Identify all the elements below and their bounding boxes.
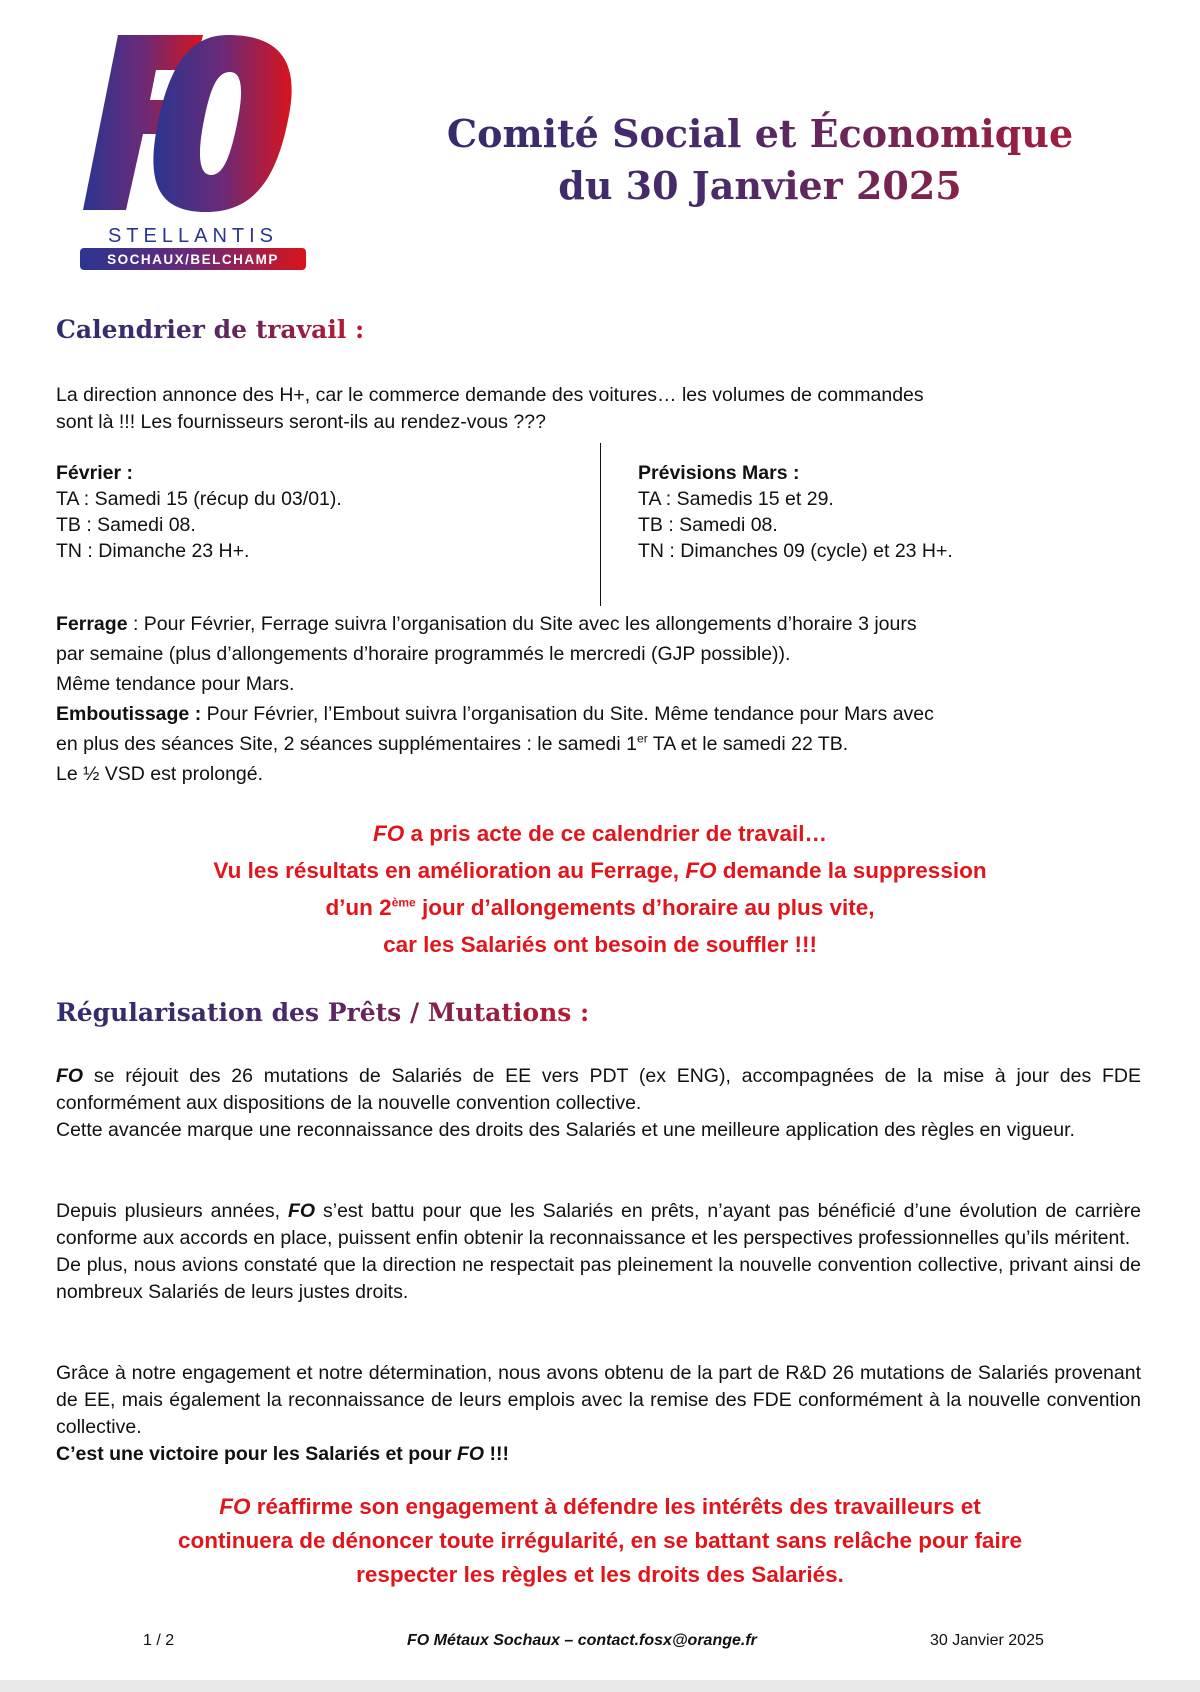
- fevrier-tb: TB : Samedi 08.: [56, 514, 196, 536]
- mars-tn: TN : Dimanches 09 (cycle) et 23 H+.: [638, 540, 953, 562]
- section-heading-regularisation: Régularisation des Prêts / Mutations :: [56, 998, 590, 1027]
- mars-ta: TA : Samedis 15 et 29.: [638, 488, 834, 510]
- footer-contact: FO Métaux Sochaux – contact.fosx@orange.fr: [407, 1632, 757, 1649]
- title-line-2: du 30 Janvier 2025: [330, 160, 1190, 212]
- bottom-edge: [0, 1680, 1200, 1692]
- column-divider: [600, 443, 601, 606]
- mars-title: Prévisions Mars :: [638, 462, 800, 484]
- fevrier-ta: TA : Samedi 15 (récup du 03/01).: [56, 488, 342, 510]
- footer-date: 30 Janvier 2025: [930, 1632, 1044, 1649]
- regularisation-paragraph-2: Depuis plusieurs années, FO s’est battu pour que les Salariés en prêts, n’ayant pas bénéficié d’une évolution de carrière conforme aux accords en place, puissent enfin obtenir la reconnaissance et les perspectives professionnelles qu’ils méritent. De plus, nous avions constaté que la direction ne respectait pas pleinement la nouvelle convention collective, privant ainsi de nombreux Salariés de leurs justes droits.: [56, 1200, 1141, 1303]
- calendrier-intro: La direction annonce des H+, car le commerce demande des voitures… les volumes de commandes sont là !!! Les fournisseurs seront-ils au rendez-vous ???: [56, 384, 924, 433]
- regularisation-paragraph-1: FO se réjouit des 26 mutations de Salariés de EE vers PDT (ex ENG), accompagnées de la mise à jour des FDE conformément aux dispositions de la nouvelle convention collective. Cette avancée marque une reconnaissance des droits des Salariés et une meilleure application des règles en vigueur.: [56, 1065, 1141, 1141]
- mars-tb: TB : Samedi 08.: [638, 514, 778, 536]
- footer-page-number: 1 / 2: [143, 1632, 175, 1649]
- callout-engagement: FO réaffirme son engagement à défendre les intérêts des travailleurs et continuera de dénoncer toute irrégularité, en se battant sans relâche pour faire respecter les règles et les droits des Salariés.: [178, 1494, 1022, 1587]
- callout-calendrier: FO a pris acte de ce calendrier de travail… Vu les résultats en amélioration au Ferrage, FO demande la suppression d’un 2ème jour d’allongements d’horaire au plus vite, car les Salariés ont besoin de souffler !!!: [213, 821, 987, 957]
- fevrier-column: [56, 460, 342, 564]
- logo-company-text: STELLANTIS: [107, 225, 279, 247]
- document-title: [330, 108, 1190, 212]
- fevrier-title: Février :: [56, 462, 133, 484]
- title-line-1: Comité Social et Économique: [330, 108, 1190, 160]
- regularisation-paragraph-3: Grâce à notre engagement et notre détermination, nous avons obtenu de la part de R&D 26 mutations de Salariés provenant de EE, mais également la reconnaissance de leurs emplois avec la remise des FDE conformément à la nouvelle convention collective. C’est une victoire pour les Salariés et pour FO !!!: [56, 1362, 1141, 1465]
- logo-site-text: SOCHAUX/BELCHAMP: [107, 252, 279, 267]
- fevrier-tn: TN : Dimanche 23 H+.: [56, 540, 250, 562]
- section-heading-calendrier: Calendrier de travail :: [56, 315, 365, 344]
- mars-column: [638, 460, 953, 564]
- ferrage-emboutissage-block: Ferrage : Pour Février, Ferrage suivra l’organisation du Site avec les allongements d’horaire 3 jours par semaine (plus d’allongements d’horaire programmés le mercredi (GJP possible)). Même tendance pour Mars. Emboutissage : Pour Février, l’Embout suivra l’organisation du Site. Même tendance pour Mars avec en plus des séances Site, 2 séances supplémentaires : le samedi 1er TA et le samedi 22 TB. Le ½ VSD est prolongé.: [56, 613, 934, 785]
- fo-stellantis-logo: [78, 30, 308, 285]
